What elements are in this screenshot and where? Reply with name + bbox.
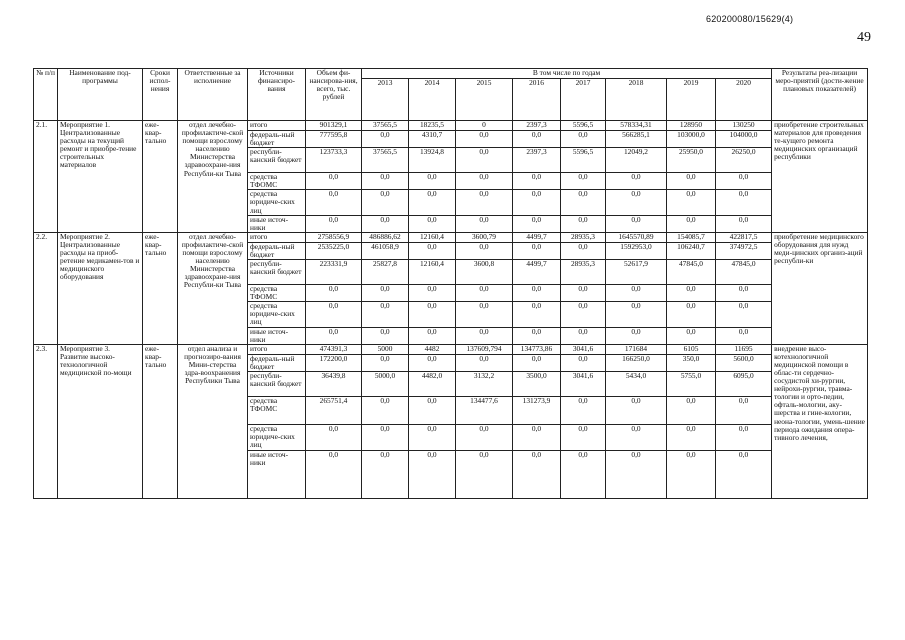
header-responsible: Ответственные за исполнение bbox=[178, 69, 248, 121]
year-value: 103000,0 bbox=[667, 131, 716, 148]
year-value: 0,0 bbox=[409, 450, 456, 498]
page-number: 49 bbox=[857, 30, 871, 45]
year-value: 137609,794 bbox=[456, 344, 513, 354]
funding-total: 0,0 bbox=[306, 450, 362, 498]
funding-source: средства ТФОМС bbox=[248, 173, 306, 190]
table-header bbox=[34, 69, 868, 121]
year-value: 0,0 bbox=[409, 285, 456, 302]
table-body bbox=[34, 121, 868, 499]
year-value: 0,0 bbox=[456, 302, 513, 327]
year-value: 0,0 bbox=[606, 285, 667, 302]
table-row bbox=[34, 232, 868, 242]
measure-number: 2.2. bbox=[34, 232, 58, 344]
year-value: 0,0 bbox=[716, 190, 772, 215]
funding-total: 0,0 bbox=[306, 190, 362, 215]
funding-source: иные источ-ники bbox=[248, 215, 306, 232]
funding-source: средства юридиче-ских лиц bbox=[248, 190, 306, 215]
year-value: 0,0 bbox=[513, 302, 561, 327]
year-value: 5600,0 bbox=[716, 354, 772, 371]
year-value: 37565,5 bbox=[362, 148, 409, 173]
funding-total: 36439,8 bbox=[306, 371, 362, 396]
year-value: 3041,6 bbox=[561, 344, 606, 354]
year-value: 2397,3 bbox=[513, 148, 561, 173]
year-value: 0,0 bbox=[667, 190, 716, 215]
table-row bbox=[34, 344, 868, 354]
header-year: 2017 bbox=[561, 79, 606, 121]
funding-total: 0,0 bbox=[306, 285, 362, 302]
year-value: 1645570,89 bbox=[606, 232, 667, 242]
year-value: 0,0 bbox=[606, 215, 667, 232]
measure-responsible: отдел лечебно-профилактиче-ской помощи взрослому населению Министерства здравоохране-ния Республи-ки Тыва bbox=[178, 232, 248, 344]
year-value: 0,0 bbox=[409, 302, 456, 327]
measure-responsible: отдел анализа и прогнозиро-вания Мини-стерства здра-воохранения Республики Тыва bbox=[178, 344, 248, 498]
year-value: 13924,8 bbox=[409, 148, 456, 173]
year-value: 37565,5 bbox=[362, 121, 409, 131]
measure-name: Мероприятие 1. Централизованные расходы на текущий ремонт и приобре-тение строительных материалов bbox=[58, 121, 143, 233]
year-value: 26250,0 bbox=[716, 148, 772, 173]
year-value: 0,0 bbox=[456, 327, 513, 344]
funding-total: 901329,1 bbox=[306, 121, 362, 131]
year-value: 0,0 bbox=[362, 327, 409, 344]
year-value: 0,0 bbox=[561, 450, 606, 498]
year-value: 0,0 bbox=[409, 424, 456, 450]
funding-total: 223331,9 bbox=[306, 260, 362, 285]
year-value: 130250 bbox=[716, 121, 772, 131]
measure-terms: еже-квар-тально bbox=[143, 344, 178, 498]
funding-total: 0,0 bbox=[306, 173, 362, 190]
year-value: 0,0 bbox=[456, 424, 513, 450]
year-value: 0,0 bbox=[409, 173, 456, 190]
year-value: 0,0 bbox=[561, 215, 606, 232]
header-year: 2019 bbox=[667, 79, 716, 121]
year-value: 422817,5 bbox=[716, 232, 772, 242]
year-value: 134477,6 bbox=[456, 396, 513, 424]
year-value: 3500,0 bbox=[513, 371, 561, 396]
document-id: 620200080/15629(4) bbox=[706, 14, 794, 24]
year-value: 0,0 bbox=[513, 285, 561, 302]
year-value: 4499,7 bbox=[513, 260, 561, 285]
year-value: 171684 bbox=[606, 344, 667, 354]
measure-name: Мероприятие 2. Централизованные расходы на приоб-ретение медикамен-тов и медицинского оборудования bbox=[58, 232, 143, 344]
year-value: 0,0 bbox=[561, 302, 606, 327]
year-value: 12160,4 bbox=[409, 232, 456, 242]
year-value: 5000 bbox=[362, 344, 409, 354]
year-value: 0,0 bbox=[667, 215, 716, 232]
funding-source: федераль-ный бюджет bbox=[248, 354, 306, 371]
year-value: 0,0 bbox=[716, 396, 772, 424]
year-value: 0,0 bbox=[606, 327, 667, 344]
year-value: 0,0 bbox=[409, 396, 456, 424]
year-value: 0,0 bbox=[667, 396, 716, 424]
funding-source: средства ТФОМС bbox=[248, 285, 306, 302]
year-value: 12049,2 bbox=[606, 148, 667, 173]
year-value: 154085,7 bbox=[667, 232, 716, 242]
year-value: 0,0 bbox=[409, 215, 456, 232]
header-terms: Сроки испол-нения bbox=[143, 69, 178, 121]
header-year: 2020 bbox=[716, 79, 772, 121]
year-value: 0,0 bbox=[561, 190, 606, 215]
funding-total: 2535225,0 bbox=[306, 242, 362, 259]
year-value: 1592953,0 bbox=[606, 242, 667, 259]
header-year: 2015 bbox=[456, 79, 513, 121]
year-value: 0,0 bbox=[667, 327, 716, 344]
year-value: 5596,5 bbox=[561, 148, 606, 173]
year-value: 52617,9 bbox=[606, 260, 667, 285]
year-value: 0,0 bbox=[456, 173, 513, 190]
funding-source: иные источ-ники bbox=[248, 450, 306, 498]
measure-name: Мероприятие 3. Развитие высоко-технологичной медицинской по-мощи bbox=[58, 344, 143, 498]
year-value: 0,0 bbox=[513, 354, 561, 371]
year-value: 0,0 bbox=[513, 424, 561, 450]
year-value: 0,0 bbox=[667, 302, 716, 327]
funding-total: 0,0 bbox=[306, 215, 362, 232]
year-value: 0,0 bbox=[362, 173, 409, 190]
year-value: 0,0 bbox=[716, 450, 772, 498]
year-value: 0,0 bbox=[456, 242, 513, 259]
year-value: 0,0 bbox=[561, 327, 606, 344]
funding-source: федераль-ный бюджет bbox=[248, 131, 306, 148]
year-value: 0,0 bbox=[409, 190, 456, 215]
year-value: 0 bbox=[456, 121, 513, 131]
year-value: 0,0 bbox=[606, 173, 667, 190]
year-value: 3132,2 bbox=[456, 371, 513, 396]
funding-total: 2758556,9 bbox=[306, 232, 362, 242]
measure-number: 2.3. bbox=[34, 344, 58, 498]
funding-total: 0,0 bbox=[306, 327, 362, 344]
year-value: 3041,6 bbox=[561, 371, 606, 396]
year-value: 0,0 bbox=[362, 424, 409, 450]
year-value: 0,0 bbox=[716, 424, 772, 450]
year-value: 0,0 bbox=[513, 327, 561, 344]
year-value: 25827,8 bbox=[362, 260, 409, 285]
year-value: 5755,0 bbox=[667, 371, 716, 396]
funding-total: 265751,4 bbox=[306, 396, 362, 424]
funding-total: 777595,8 bbox=[306, 131, 362, 148]
year-value: 106240,7 bbox=[667, 242, 716, 259]
year-value: 128950 bbox=[667, 121, 716, 131]
year-value: 28935,3 bbox=[561, 232, 606, 242]
year-value: 0,0 bbox=[362, 285, 409, 302]
year-value: 578334,31 bbox=[606, 121, 667, 131]
header-num: № п/п bbox=[34, 69, 58, 121]
year-value: 0,0 bbox=[606, 302, 667, 327]
year-value: 0,0 bbox=[606, 450, 667, 498]
header-year: 2014 bbox=[409, 79, 456, 121]
year-value: 0,0 bbox=[606, 424, 667, 450]
year-value: 0,0 bbox=[716, 215, 772, 232]
year-value: 0,0 bbox=[456, 285, 513, 302]
measure-terms: еже-квар-тально bbox=[143, 121, 178, 233]
year-value: 3600,79 bbox=[456, 232, 513, 242]
year-value: 461058,9 bbox=[362, 242, 409, 259]
year-value: 0,0 bbox=[362, 190, 409, 215]
year-value: 0,0 bbox=[456, 190, 513, 215]
header-year: 2013 bbox=[362, 79, 409, 121]
header-by-years: В том числе по годам bbox=[362, 69, 772, 79]
year-value: 0,0 bbox=[362, 396, 409, 424]
year-value: 25950,0 bbox=[667, 148, 716, 173]
year-value: 4310,7 bbox=[409, 131, 456, 148]
year-value: 0,0 bbox=[561, 131, 606, 148]
year-value: 0,0 bbox=[561, 354, 606, 371]
measure-terms: еже-квар-тально bbox=[143, 232, 178, 344]
funding-source: республи-канский бюджет bbox=[248, 260, 306, 285]
year-value: 0,0 bbox=[362, 302, 409, 327]
year-value: 0,0 bbox=[513, 450, 561, 498]
year-value: 0,0 bbox=[513, 242, 561, 259]
year-value: 0,0 bbox=[456, 131, 513, 148]
year-value: 0,0 bbox=[561, 424, 606, 450]
year-value: 4482 bbox=[409, 344, 456, 354]
year-value: 0,0 bbox=[606, 190, 667, 215]
year-value: 0,0 bbox=[667, 173, 716, 190]
funding-total: 0,0 bbox=[306, 302, 362, 327]
year-value: 0,0 bbox=[561, 285, 606, 302]
funding-source: средства юридиче-ских лиц bbox=[248, 424, 306, 450]
year-value: 0,0 bbox=[561, 173, 606, 190]
year-value: 0,0 bbox=[513, 131, 561, 148]
year-value: 11695 bbox=[716, 344, 772, 354]
year-value: 104000,0 bbox=[716, 131, 772, 148]
table-row bbox=[34, 121, 868, 131]
funding-total: 172200,0 bbox=[306, 354, 362, 371]
year-value: 0,0 bbox=[716, 285, 772, 302]
year-value: 0,0 bbox=[667, 285, 716, 302]
year-value: 6095,0 bbox=[716, 371, 772, 396]
year-value: 0,0 bbox=[362, 450, 409, 498]
year-value: 5596,5 bbox=[561, 121, 606, 131]
year-value: 350,0 bbox=[667, 354, 716, 371]
year-value: 166250,0 bbox=[606, 354, 667, 371]
header-year: 2018 bbox=[606, 79, 667, 121]
year-value: 28935,3 bbox=[561, 260, 606, 285]
program-table bbox=[33, 68, 868, 499]
funding-total: 474391,3 bbox=[306, 344, 362, 354]
year-value: 0,0 bbox=[667, 450, 716, 498]
funding-total: 0,0 bbox=[306, 424, 362, 450]
year-value: 486886,62 bbox=[362, 232, 409, 242]
year-value: 0,0 bbox=[456, 354, 513, 371]
measure-result: приобретение строительных материалов для проведения те-кущего ремонта медицинских организаций республики bbox=[772, 121, 868, 233]
year-value: 0,0 bbox=[409, 242, 456, 259]
year-value: 0,0 bbox=[561, 242, 606, 259]
year-value: 3600,8 bbox=[456, 260, 513, 285]
year-value: 0,0 bbox=[456, 148, 513, 173]
funding-source: федераль-ный бюджет bbox=[248, 242, 306, 259]
funding-source: средства ТФОМС bbox=[248, 396, 306, 424]
funding-source: итого bbox=[248, 344, 306, 354]
funding-source: итого bbox=[248, 232, 306, 242]
year-value: 131273,9 bbox=[513, 396, 561, 424]
measure-result: приобретение медицинского оборудования для нужд меди-цинских организ-аций республи-ки bbox=[772, 232, 868, 344]
header-sources: Источники финансиро-вания bbox=[248, 69, 306, 121]
measure-number: 2.1. bbox=[34, 121, 58, 233]
year-value: 0,0 bbox=[456, 215, 513, 232]
funding-source: итого bbox=[248, 121, 306, 131]
funding-source: республи-канский бюджет bbox=[248, 371, 306, 396]
year-value: 0,0 bbox=[667, 424, 716, 450]
year-value: 4482,0 bbox=[409, 371, 456, 396]
measure-responsible: отдел лечебно-профилактиче-ской помощи взрослому населению Министерства здравоохране-ния Республи-ки Тыва bbox=[178, 121, 248, 233]
year-value: 0,0 bbox=[716, 173, 772, 190]
year-value: 0,0 bbox=[409, 354, 456, 371]
year-value: 0,0 bbox=[513, 173, 561, 190]
funding-source: средства юридиче-ских лиц bbox=[248, 302, 306, 327]
year-value: 18235,5 bbox=[409, 121, 456, 131]
year-value: 0,0 bbox=[716, 327, 772, 344]
year-value: 0,0 bbox=[561, 396, 606, 424]
year-value: 0,0 bbox=[606, 396, 667, 424]
funding-total: 123733,3 bbox=[306, 148, 362, 173]
year-value: 47845,0 bbox=[667, 260, 716, 285]
year-value: 0,0 bbox=[409, 327, 456, 344]
year-value: 134773,86 bbox=[513, 344, 561, 354]
year-value: 0,0 bbox=[456, 450, 513, 498]
year-value: 12160,4 bbox=[409, 260, 456, 285]
funding-source: республи-канский бюджет bbox=[248, 148, 306, 173]
year-value: 0,0 bbox=[513, 215, 561, 232]
year-value: 566285,1 bbox=[606, 131, 667, 148]
header-results: Результаты реа-лизации меро-приятий (дости-жение плановых показателей) bbox=[772, 69, 868, 121]
year-value: 4499,7 bbox=[513, 232, 561, 242]
measure-result: внедрение высо-котехнологичной медицинской помощи в облас-ти сердечно-сосудистой хи-рургии, нейрохи-рургии, травма-тологии и орто-педии, офталь-мологии, аку-шерства и гине-кологии, неона-тологии, умень-шение периода ожидания опера-тивного лечения, bbox=[772, 344, 868, 498]
year-value: 0,0 bbox=[362, 215, 409, 232]
year-value: 0,0 bbox=[716, 302, 772, 327]
year-value: 2397,3 bbox=[513, 121, 561, 131]
header-year: 2016 bbox=[513, 79, 561, 121]
year-value: 0,0 bbox=[513, 190, 561, 215]
header-volume: Объем фи-нансирова-ния, всего, тыс. рублей bbox=[306, 69, 362, 121]
header-name: Наименование под-программы bbox=[58, 69, 143, 121]
year-value: 5434,0 bbox=[606, 371, 667, 396]
year-value: 47845,0 bbox=[716, 260, 772, 285]
year-value: 5000,0 bbox=[362, 371, 409, 396]
year-value: 0,0 bbox=[362, 354, 409, 371]
funding-source: иные источ-ники bbox=[248, 327, 306, 344]
year-value: 374972,5 bbox=[716, 242, 772, 259]
year-value: 0,0 bbox=[362, 131, 409, 148]
year-value: 6105 bbox=[667, 344, 716, 354]
